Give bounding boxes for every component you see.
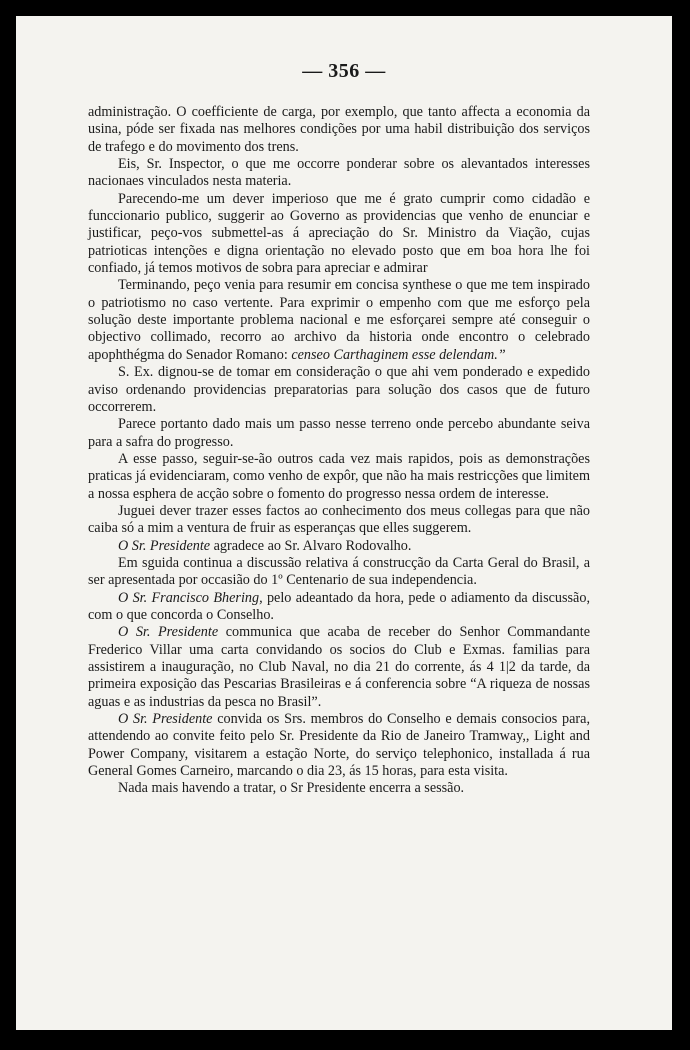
- paragraph-9-text: agradece ao Sr. Alvaro Rodovalho.: [210, 537, 412, 554]
- paragraph-4-text: Terminando, peço venia para resumir em concisa synthese o que me tem inspirado o patriotismo no caso vertente. Para exprimir o empenho com que me esforço pela solução deste importante problema nacional e me esforçarei sempre até conseguir o objectivo collimado, recorro ao archivo da historia onde encontro o celebrado apophthégma do Senador Romano:: [88, 277, 590, 363]
- paragraph-13: [88, 711, 590, 780]
- page-number: — 356 —: [302, 60, 386, 82]
- speaker-name: O Sr. Presidente: [118, 537, 211, 554]
- paragraph-12: [88, 624, 590, 711]
- latin-quote: censeo Carthaginem esse delendam.”: [291, 346, 506, 363]
- speaker-name: O Sr. Francisco Bhering,: [118, 589, 263, 606]
- paragraph-10: Em sguida continua a discussão relativa á construcção da Carta Geral do Brasil, a ser apresentada por occasião do 1º Centenario de sua independencia.: [88, 554, 590, 589]
- paragraph-9: [88, 538, 590, 555]
- paragraph-2: Eis, Sr. Inspector, o que me occorre ponderar sobre os alevantados interesses nacionaes vinculados nesta materia.: [88, 156, 590, 190]
- paragraph-14: Nada mais havendo a tratar, o Sr Presidente encerra a sessão.: [118, 780, 465, 797]
- document-page: [16, 16, 672, 1030]
- paragraph-4: [88, 277, 590, 364]
- paragraph-7: A esse passo, seguir-se-ão outros cada vez mais rapidos, pois as demonstrações praticas já evidenciaram, como venho de expôr, que não ha mais restricções que limitem a nossa esphera de acção sobre o fomento do progresso nessa ordem de interesse.: [88, 450, 590, 502]
- paragraph-11-text: pelo adeantado da hora, pede o adiamento da discussão, com o que concorda o Conselho.: [88, 589, 590, 623]
- paragraph-8: Juguei dever trazer esses factos ao conhecimento dos meus collegas para que não caiba só a mim a ventura de fruir as esperanças que elles suggerem.: [88, 502, 590, 537]
- paragraph-13-text: convida os Srs. membros do Conselho e demais consocios para, attendendo ao convite feito pelo Sr. Presidente da Rio de Janeiro Tramway,, Light and Power Company, visitarem a estação Norte, do serviço telephonico, installada á rua General Gomes Carneiro, marcando o dia 23, ás 15 horas, para esta visita.: [88, 711, 590, 780]
- paragraph-6: Parece portanto dado mais um passo nesse terreno onde percebo abundante seiva para a safra do progresso.: [88, 416, 590, 450]
- paragraph-1: administração. O coefficiente de carga, por exemplo, que tanto affecta a economia da usina, póde ser fixada nas melhores condições por uma habil distribuição dos serviços de trafego e do movimento dos trens.: [88, 104, 590, 155]
- paragraph-12-text: communica que acaba de receber do Senhor Commandante Frederico Villar uma carta convidando os socios do Club e Exmas. familias para assistirem a inauguração, no Club Naval, no dia 21 do corrente, ás 4 1|2 da tarde, da primeira exposição das Pescarias Brasileiras e á conferencia sobre “A riqueza de nossas aguas e as industrias da pesca no Brasil”.: [88, 624, 590, 710]
- body-text: [88, 104, 590, 798]
- paragraph-11: [88, 590, 590, 625]
- paragraph-3: Parecendo-me um dever imperioso que me é grato cumprir como cidadão e funccionario publico, suggerir ao Governo as providencias que venho de enunciar e justificar, peço-vos submettel-as á apreciação do Sr. Ministro da Viação, cujas patrioticas intenções e digna orientação no elevado posto que em boa hora lhe foi confiado, já temos motivos de sobra para apreciar e admirar: [88, 190, 590, 277]
- speaker-name: O Sr. Presidente: [118, 711, 213, 728]
- speaker-name: O Sr. Presidente: [118, 624, 219, 641]
- paragraph-5: S. Ex. dignou-se de tomar em consideração o que ahi vem ponderado e expedido aviso ordenando providencias preparatorias para solução dos casos que de futuro occorrerem.: [88, 364, 590, 415]
